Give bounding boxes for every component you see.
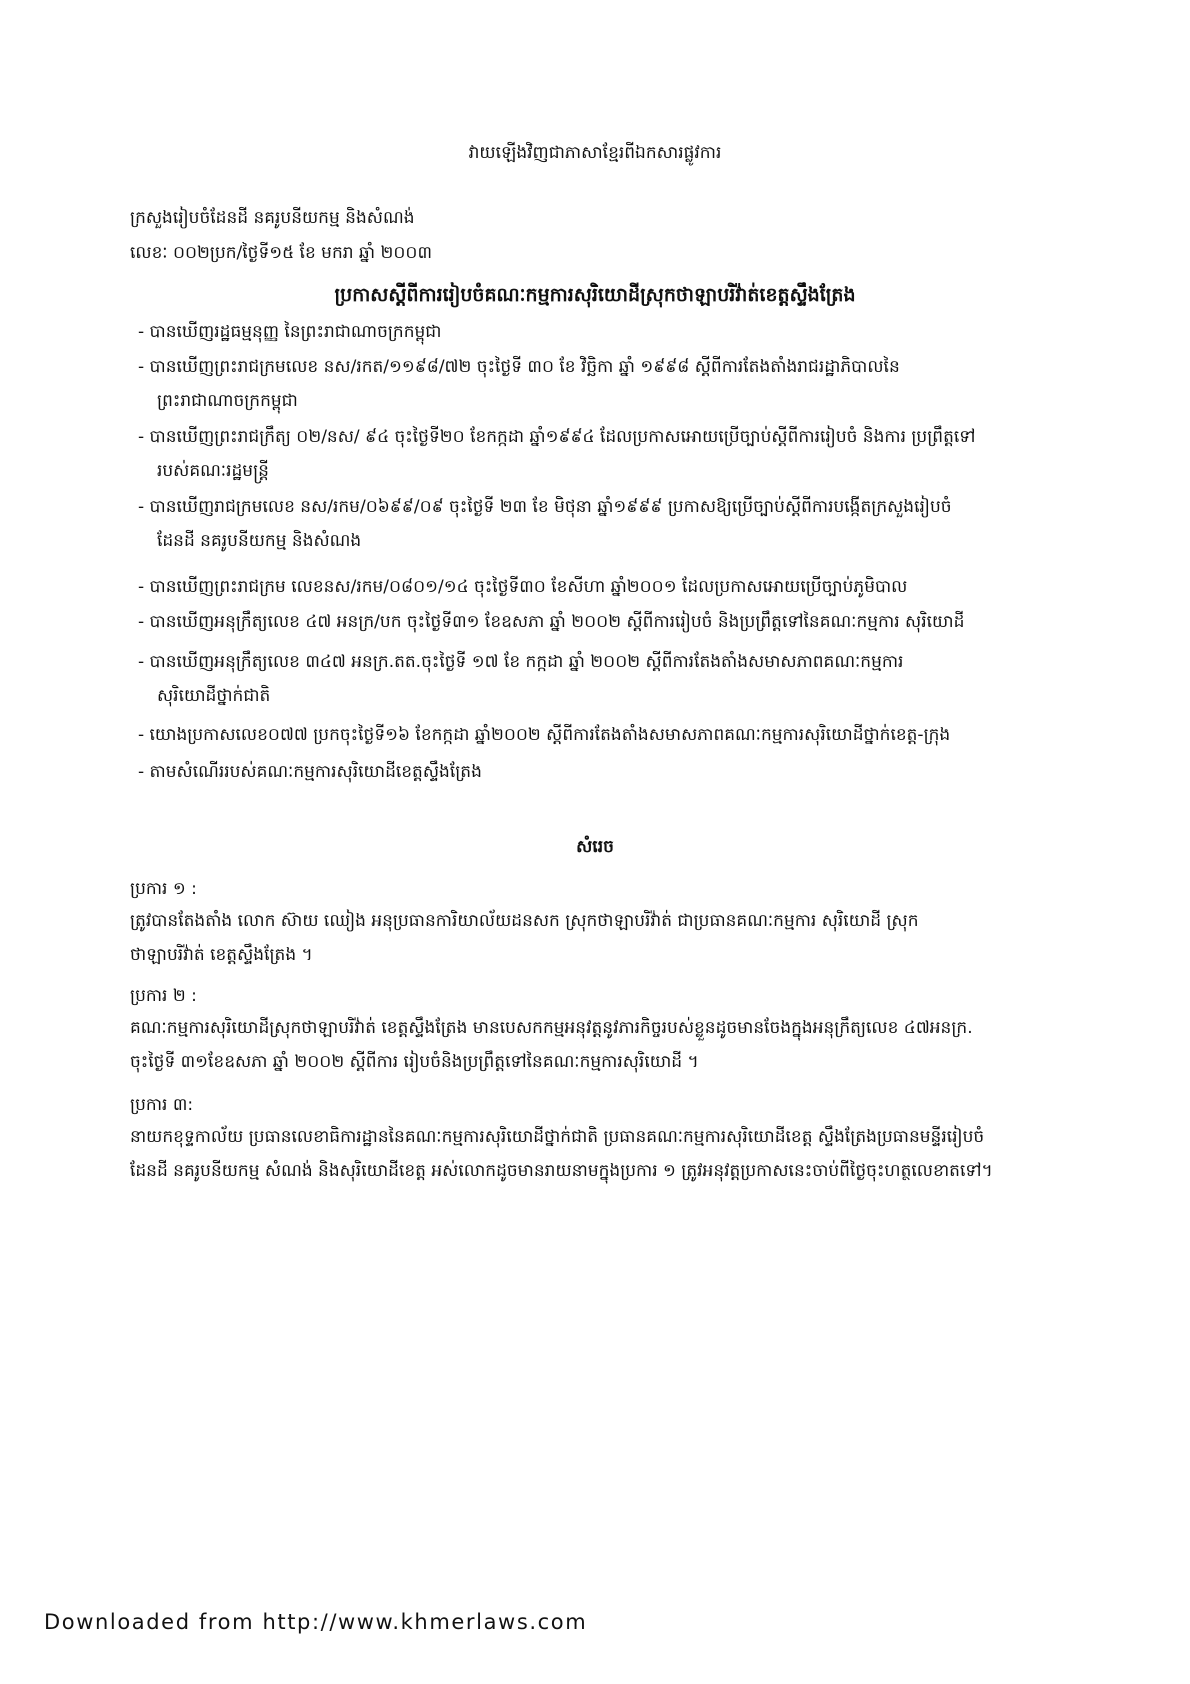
article-line: ចុះថ្ងៃទី ៣១ខែឧសភា ឆ្នាំ ២០០២ ស្តីពីការ រៀបចំនិងប្រព្រឹត្តទៅនៃគណៈកម្មការសុរិយោដី ។	[130, 1052, 699, 1072]
article-line: ថាឡាបរិវ៉ាត់ ខេត្តស្ទឹងត្រែង ។	[130, 945, 313, 965]
consideration-line: - បានឃើញព្រះរាជក្រម លេខនស/រកម/០៨០១/១៤ ចុះថ្ងៃទី៣០ ខែសីហា ឆ្នាំ២០០១ ដែលប្រកាសអោយប្រើច្បាប់ភូមិបាល	[138, 577, 908, 597]
decision-heading: សំរេច	[576, 837, 614, 857]
article-line: នាយកខុទ្ទកាល័យ ប្រធានលេខាធិការដ្ឋាននៃគណៈកម្មការសុរិយោដីថ្នាក់ជាតិ ប្រធានគណៈកម្មការសុរិយោដីខេត្ត ស្ទឹងត្រែងប្រធានមន្ទីររៀបចំ	[130, 1127, 985, 1147]
consideration-line: - បានឃើញព្រះរាជក្រឹត្យ ០២/នស/ ៩៤ ចុះថ្ងៃទី២០ ខែកក្កដា ឆ្នាំ១៩៩៤ ដែលប្រកាសអោយប្រើច្បាប់ស្តីពីការរៀបចំ និងការ ប្រព្រឹត្តទៅ	[138, 427, 976, 447]
article-line: ត្រូវបានតែងតាំង លោក ស៊ាយ ឈៀង អនុប្រធានការិយាល័យដនសក ស្រុកថាឡាបរិវ៉ាត់ ជាប្រធានគណៈកម្មការ សុរិយោដី ស្រុក	[130, 911, 919, 931]
consideration-line: - យោងប្រកាសលេខ០៧៧ ប្រកចុះថ្ងៃទី១៦ ខែកក្កដា ឆ្នាំ២០០២ ស្តីពីការតែងតាំងសមាសភាពគណៈកម្មការសុរិយោដីថ្នាក់ខេត្ត-ក្រុង	[138, 725, 951, 745]
consideration-line: ដែនដី នគរូបនីយកម្ម និងសំណង	[157, 531, 362, 551]
article-label: ប្រការ ៣:	[130, 1095, 194, 1115]
ministry-name: ក្រសួងរៀបចំដែនដី នគរូបនីយកម្ម និងសំណង់	[130, 208, 415, 228]
article-line: ដែនដី នគរូបនីយកម្ម សំណង់ និងសុរិយោដីខេត្ត អស់លោកដូចមានរាយនាមក្នុងប្រការ ១ ត្រូវអនុវត្តប្រកាសនេះចាប់ពីថ្ងៃចុះហត្ថលេខាតទៅ។	[130, 1161, 993, 1181]
consideration-item	[138, 350, 1058, 418]
consideration-line: សុរិយោដីថ្នាក់ជាតិ	[157, 686, 271, 706]
retyped-note: វាយឡើងវិញជាភាសាខ្មែរពីឯកសារផ្លូវការ	[468, 143, 722, 163]
reference-number: លេខៈ ០០២ប្រក/ថ្ងៃទី១៥ ខែ មករា ឆ្នាំ ២០០៣	[130, 243, 432, 263]
consideration-item	[138, 570, 1058, 604]
consideration-item	[138, 755, 1058, 789]
consideration-line: របស់គណៈរដ្ឋមន្ត្រី	[157, 461, 269, 481]
article-label: ប្រការ ១ :	[130, 879, 197, 899]
consideration-line: - បានឃើញអនុក្រឹត្យលេខ ៤៧ អនក្រ/បក ចុះថ្ងៃទី៣១ ខែឧសភា ឆ្នាំ ២០០២ ស្តីពីការរៀបចំ និងប្រព្រឹត្តទៅនៃគណៈកម្មការ សុរិយោដី	[138, 612, 965, 632]
article-body	[130, 904, 1060, 972]
consideration-line: - តាមសំណើររបស់គណៈកម្មការសុរិយោដីខេត្តស្ទឹងត្រែង	[138, 762, 482, 782]
document-title: ប្រកាសស្តីពីការរៀបចំគណៈកម្មការសុរិយោដីស្រុកថាឡាបរិវ៉ាត់ខេត្តស្ទឹងត្រែង	[334, 284, 856, 306]
article-body	[130, 1011, 1060, 1079]
consideration-item	[138, 718, 1058, 752]
article-label: ប្រការ ២ :	[130, 986, 197, 1006]
consideration-line: - បានឃើញអនុក្រឹត្យលេខ ៣៤៧ អនក្រ.តត.ចុះថ្ងៃទី ១៧ ខែ កក្កដា ឆ្នាំ ២០០២ ស្តីពីការតែងតាំងសមាសភាពគណៈកម្មការ	[138, 652, 904, 672]
consideration-line: ព្រះរាជាណាចក្រកម្ពុជា	[157, 391, 298, 411]
consideration-item	[138, 315, 1058, 349]
consideration-item	[138, 490, 1058, 558]
consideration-item	[138, 605, 1058, 639]
consideration-item	[138, 420, 1058, 488]
consideration-item	[138, 645, 1058, 713]
consideration-line: - បានឃើញព្រះរាជក្រមលេខ នស/រកត/១១៩៨/៧២ ចុះថ្ងៃទី ៣០ ខែ វិច្ឆិកា ឆ្នាំ ១៩៩៨ ស្តីពីការតែងតាំងរាជរដ្ឋាភិបាលនៃ	[138, 357, 900, 377]
consideration-line: - បានឃើញរដ្ឋធម្មនុញ្ញ នៃព្រះរាជាណាចក្រកម្ពុជា	[138, 322, 442, 342]
article-body	[130, 1120, 1060, 1188]
article-line: គណៈកម្មការសុរិយោដីស្រុកថាឡាបរិវ៉ាត់ ខេត្តស្ទឹងត្រែង មានបេសកកម្មអនុវត្តនូវភារកិច្ចរបស់ខ្លួនដូចមានចែងក្នុងអនុក្រឹត្យលេខ ៤៧អនក្រ.	[130, 1018, 973, 1038]
download-footer: Downloaded from http://www.khmerlaws.com	[44, 1610, 588, 1634]
consideration-line: - បានឃើញរាជក្រមលេខ នស/រកម/០៦៩៩/០៩ ចុះថ្ងៃទី ២៣ ខែ មិថុនា ឆ្នាំ១៩៩៩ ប្រកាសឱ្យប្រើច្បាប់ស្តីពីការបង្កើតក្រសួងរៀបចំ	[138, 497, 952, 517]
